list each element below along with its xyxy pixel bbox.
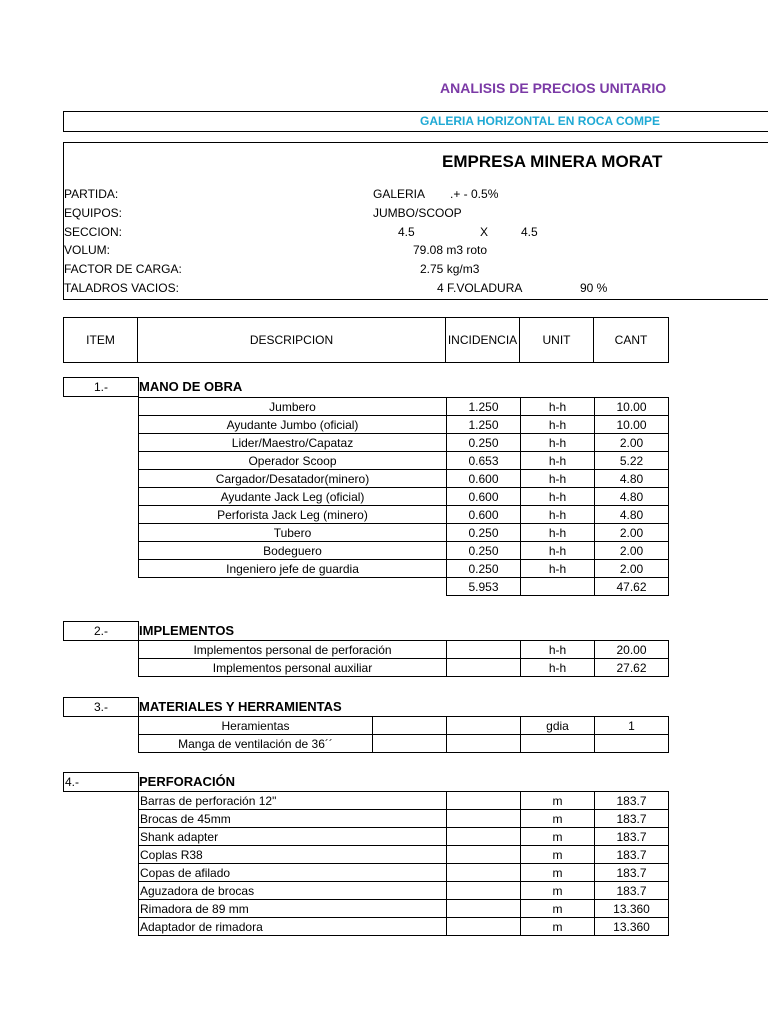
equipos-label: EQUIPOS: [64, 206, 123, 220]
row-unit: h-h [521, 641, 595, 659]
perforacion-table [138, 791, 669, 936]
row-unit [521, 735, 595, 753]
row-cant: 13.360 [595, 918, 669, 936]
row-cant: 4.80 [595, 488, 669, 506]
row-description: Shank adapter [139, 828, 447, 846]
section-2-title: IMPLEMENTOS [139, 623, 235, 638]
row-incidencia [447, 735, 521, 753]
factor-value: 2.75 kg/m3 [420, 262, 480, 276]
row-cant: 183.7 [595, 846, 669, 864]
implementos-table [138, 640, 669, 677]
row-unit: h-h [521, 506, 595, 524]
materiales-row [139, 735, 669, 753]
seccion-x: X [480, 225, 489, 239]
row-incidencia: 1.250 [447, 416, 521, 434]
row-unit: h-h [521, 416, 595, 434]
section-4-number: 4.- [63, 772, 139, 792]
mano-obra-row [139, 524, 669, 542]
row-description: Barras de perforación 12" [139, 792, 447, 810]
row-description: Lider/Maestro/Capataz [139, 434, 447, 452]
row-description: Aguzadora de brocas [139, 882, 447, 900]
row-description: Ingeniero jefe de guardia [139, 560, 447, 578]
row-cant: 183.7 [595, 828, 669, 846]
volum-value: 79.08 m3 roto [413, 243, 488, 257]
row-unit: h-h [521, 470, 595, 488]
row-incidencia: 0.600 [447, 506, 521, 524]
header-unit: UNIT [520, 318, 594, 363]
row-incidencia [447, 900, 521, 918]
row-description: Adaptador de rimadora [139, 918, 447, 936]
implementos-row [139, 641, 669, 659]
row-extra [373, 735, 447, 753]
header-descripcion: DESCRIPCION [138, 318, 446, 363]
row-unit: m [521, 810, 595, 828]
mano-obra-row [139, 470, 669, 488]
row-description: Perforista Jack Leg (minero) [139, 506, 447, 524]
perforacion-row [139, 864, 669, 882]
company-name: EMPRESA MINERA MORAT [442, 152, 663, 171]
header-item: ITEM [64, 318, 138, 363]
row-cant: 27.62 [595, 659, 669, 677]
perforacion-row [139, 792, 669, 810]
row-incidencia [447, 659, 521, 677]
row-unit: h-h [521, 659, 595, 677]
section-2-number: 2.- [63, 621, 139, 641]
header-incidencia: INCIDENCIA [446, 318, 520, 363]
section-4-title: PERFORACIÓN [139, 774, 236, 789]
column-header-table [63, 317, 669, 363]
row-cant: 10.00 [595, 416, 669, 434]
row-description: Copas de afilado [139, 864, 447, 882]
factor-label: FACTOR DE CARGA: [64, 262, 182, 276]
materiales-row [139, 717, 669, 735]
row-description: Implementos personal auxiliar [139, 659, 447, 677]
mano-obra-row [139, 416, 669, 434]
header-cant: CANT [594, 318, 669, 363]
row-description: Heramientas [139, 717, 373, 735]
row-cant: 183.7 [595, 792, 669, 810]
row-unit: h-h [521, 488, 595, 506]
row-unit: m [521, 792, 595, 810]
partida-value: GALERIA [373, 187, 426, 201]
row-incidencia [447, 918, 521, 936]
row-description: Rimadora de 89 mm [139, 900, 447, 918]
row-description: Brocas de 45mm [139, 810, 447, 828]
row-cant [595, 735, 669, 753]
row-incidencia: 0.600 [447, 488, 521, 506]
seccion-b: 4.5 [521, 225, 538, 239]
perforacion-row [139, 918, 669, 936]
page-title: ANALISIS DE PRECIOS UNITARIO [440, 80, 667, 96]
perforacion-row [139, 882, 669, 900]
row-cant: 2.00 [595, 434, 669, 452]
seccion-label: SECCION: [64, 225, 123, 239]
row-cant: 2.00 [595, 524, 669, 542]
row-cant: 183.7 [595, 864, 669, 882]
row-unit: gdia [521, 717, 595, 735]
mano-obra-table [138, 397, 669, 596]
row-unit: h-h [521, 560, 595, 578]
row-cant: 4.80 [595, 506, 669, 524]
seccion-a: 4.5 [398, 225, 415, 239]
row-unit: m [521, 900, 595, 918]
row-incidencia: 0.250 [447, 560, 521, 578]
row-incidencia: 1.250 [447, 398, 521, 416]
row-cant: 2.00 [595, 560, 669, 578]
perforacion-row [139, 846, 669, 864]
section-1-title: MANO DE OBRA [139, 379, 243, 394]
mano-obra-row [139, 506, 669, 524]
taladros-pct: 90 % [580, 281, 608, 295]
mano-obra-total-cant: 47.62 [595, 578, 669, 596]
mano-obra-row [139, 452, 669, 470]
taladros-label: TALADROS VACIOS: [64, 281, 179, 295]
volum-label: VOLUM: [64, 243, 111, 257]
row-cant: 13.360 [595, 900, 669, 918]
row-incidencia [447, 810, 521, 828]
row-cant: 2.00 [595, 542, 669, 560]
row-incidencia [447, 792, 521, 810]
row-incidencia: 0.600 [447, 470, 521, 488]
row-unit: h-h [521, 434, 595, 452]
row-cant: 5.22 [595, 452, 669, 470]
mano-obra-total-inc: 5.953 [447, 578, 521, 596]
section-1-number: 1.- [63, 377, 139, 397]
mano-obra-row [139, 560, 669, 578]
row-incidencia [447, 846, 521, 864]
row-description: Implementos personal de perforación [139, 641, 447, 659]
row-incidencia [447, 864, 521, 882]
row-incidencia: 0.653 [447, 452, 521, 470]
row-unit: h-h [521, 398, 595, 416]
equipos-value: JUMBO/SCOOP [373, 206, 462, 220]
row-unit: m [521, 882, 595, 900]
perforacion-row [139, 828, 669, 846]
row-cant: 20.00 [595, 641, 669, 659]
row-incidencia [447, 828, 521, 846]
row-incidencia: 0.250 [447, 542, 521, 560]
row-description: Operador Scoop [139, 452, 447, 470]
row-unit: h-h [521, 542, 595, 560]
row-incidencia: 0.250 [447, 524, 521, 542]
row-incidencia [447, 641, 521, 659]
partida-extra: .+ - 0.5% [450, 187, 499, 201]
row-cant: 4.80 [595, 470, 669, 488]
row-cant: 10.00 [595, 398, 669, 416]
mano-obra-row [139, 398, 669, 416]
row-cant: 183.7 [595, 810, 669, 828]
row-unit: m [521, 864, 595, 882]
row-extra [373, 717, 447, 735]
row-unit: h-h [521, 524, 595, 542]
taladros-value: 4 F.VOLADURA [437, 281, 523, 295]
mano-obra-row [139, 488, 669, 506]
row-description: Ayudante Jumbo (oficial) [139, 416, 447, 434]
row-cant: 1 [595, 717, 669, 735]
subtitle: GALERIA HORIZONTAL EN ROCA COMPE [420, 114, 660, 128]
section-3-title: MATERIALES Y HERRAMIENTAS [139, 699, 342, 714]
perforacion-row [139, 900, 669, 918]
row-incidencia: 0.250 [447, 434, 521, 452]
section-3-number: 3.- [63, 697, 139, 717]
row-cant: 183.7 [595, 882, 669, 900]
row-description: Ayudante Jack Leg (oficial) [139, 488, 447, 506]
row-incidencia [447, 717, 521, 735]
partida-label: PARTIDA: [64, 187, 119, 201]
mano-obra-row [139, 542, 669, 560]
row-unit: m [521, 828, 595, 846]
row-incidencia [447, 882, 521, 900]
row-description: Coplas R38 [139, 846, 447, 864]
row-description: Manga de ventilación de 36´´ [139, 735, 373, 753]
row-unit: h-h [521, 452, 595, 470]
row-unit: m [521, 846, 595, 864]
perforacion-row [139, 810, 669, 828]
row-description: Bodeguero [139, 542, 447, 560]
implementos-row [139, 659, 669, 677]
row-unit: m [521, 918, 595, 936]
row-description: Cargador/Desatador(minero) [139, 470, 447, 488]
mano-obra-total-row [139, 578, 669, 596]
mano-obra-row [139, 434, 669, 452]
row-description: Jumbero [139, 398, 447, 416]
row-description: Tubero [139, 524, 447, 542]
materiales-table [138, 716, 669, 753]
